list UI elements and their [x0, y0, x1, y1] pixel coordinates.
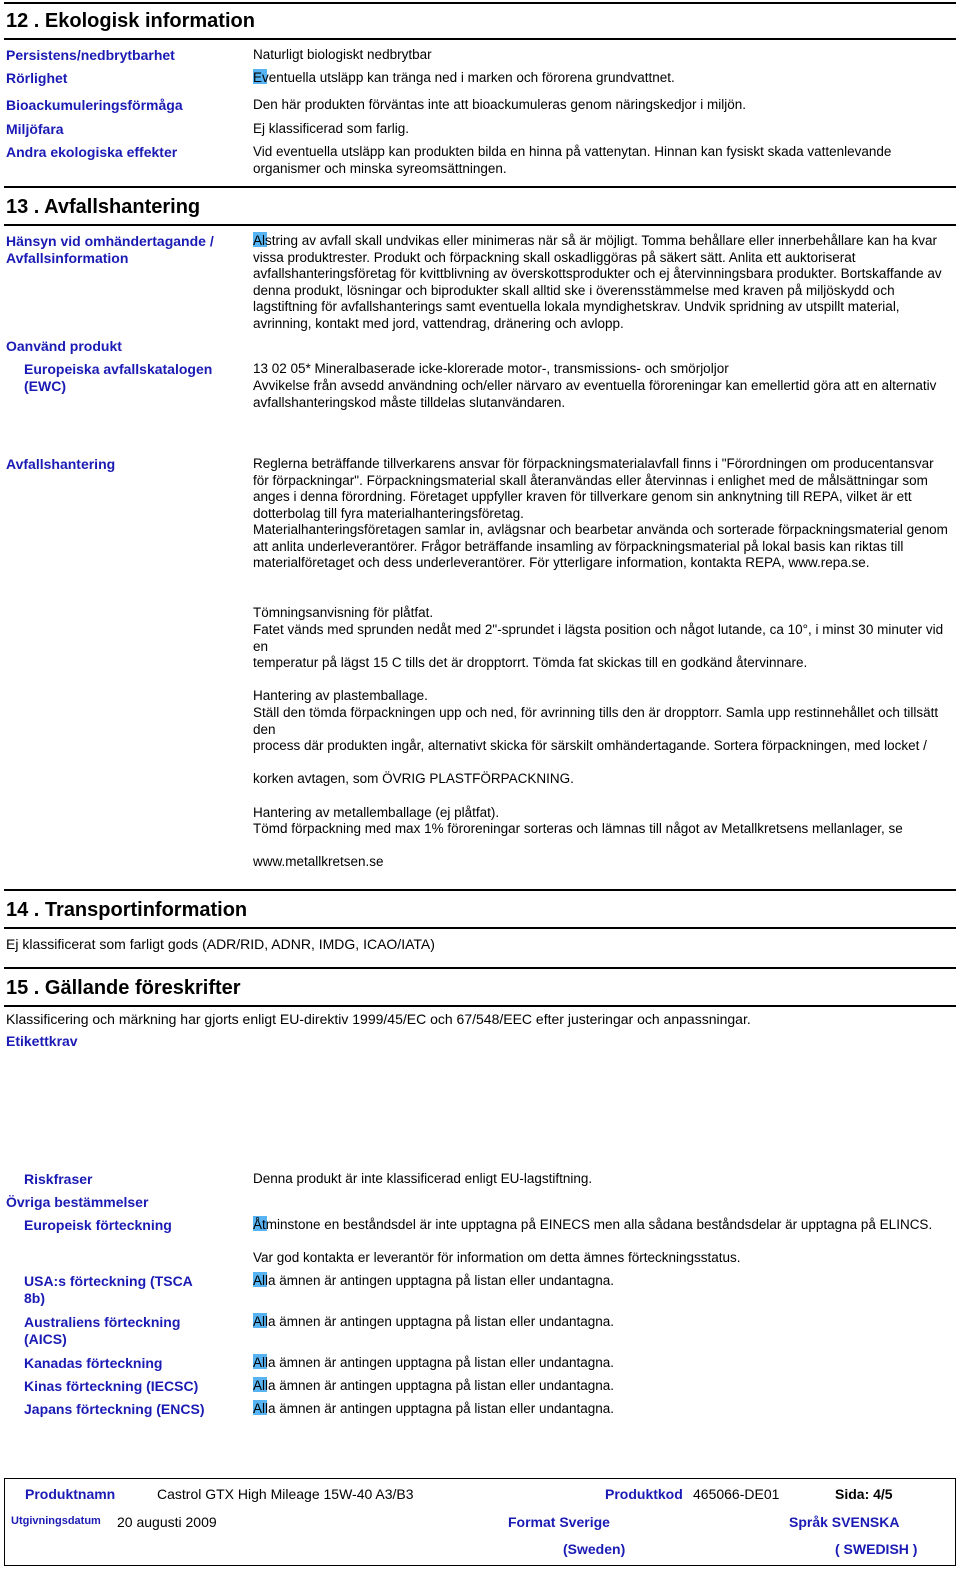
top-rule	[4, 2, 956, 4]
section-14-title: 14 . Transportinformation	[6, 899, 248, 921]
label-persistens: Persistens/nedbrytbarhet	[6, 47, 175, 63]
section-14-rule	[4, 927, 956, 929]
value-avfall-p1: Reglerna beträffande tillverkarens ansvar för förpackningsmaterialavfall finns i "Förordningen om producentansvar för förpackningar". Förpackningsmaterial skall återanvändas eller återvinnas i enlighet med de målsättningar som anges i denna förordning. Företaget uppfyller kraven för tillverkare genom sin anknytning till REPA, vilket är ett dotterbolag till fyra materialhanteringsföretag.	[253, 456, 934, 521]
value-miljofara: Ej klassificerad som farlig.	[253, 121, 410, 136]
section-15-title: 15 . Gällande föreskrifter	[6, 977, 241, 999]
footer-utgivningsdatum-label: Utgivningsdatum	[11, 1515, 101, 1527]
label-bioackumulering: Bioackumuleringsförmåga	[6, 97, 183, 113]
value-japan: Alla ämnen är antingen upptagna på listan eller undantagna.	[253, 1401, 615, 1416]
section-13-rule	[4, 224, 956, 226]
label-hansyn: Hänsyn vid omhändertagande / Avfallsinformation	[6, 233, 214, 266]
value-hansyn: Alstring av avfall skall undvikas eller minimeras när så är möjligt. Tomma behållare eller innerbehållare kan ha kvar vissa produktrester. Produkt och förpackning skall oskadliggöras på säkert sätt. Anlita ett auktoriserat avfallshanteringsföretag för kvittblivning av överskottsprodukter och ej återvinningsbara produkter. Bortskaffande av denna produkt, lösningar och biprodukter skall alltid ske i överensstämmelse med kraven på miljöskydd och lagstiftning för avfallshanterings samt eventuella lokala myndighetskrav. Undvik spridning av utspillt material, avrinning, kontakt med jord, vattendrag, dränering och avlopp.	[253, 233, 942, 331]
label-avfallshantering: Avfallshantering	[6, 456, 116, 472]
section-15-rule	[4, 1005, 956, 1007]
label-usa: USA:s förteckning (TSCA 8b)	[24, 1273, 193, 1306]
value-avfall-p12: www.metallkretsen.se	[253, 854, 384, 869]
value-rorlighet: Eventuella utsläpp kan tränga ned i marken och förorena grundvattnet.	[253, 70, 675, 85]
value-avfall-p3: Tömningsanvisning för plåtfat.	[253, 605, 434, 620]
value-europeisk-2: Var god kontakta er leverantör för information om detta ämnes förteckningsstatus.	[253, 1250, 741, 1265]
value-persistens: Naturligt biologiskt nedbrytbar	[253, 47, 432, 62]
value-andra-effekter: Vid eventuella utsläpp kan produkten bilda en hinna på vattenytan. Hinnan kan fysiskt skada vattenlevande organismer och minska syreomsättningen.	[253, 144, 892, 176]
label-europeisk: Europeisk förteckning	[24, 1217, 172, 1233]
label-kina: Kinas förteckning (IECSC)	[24, 1378, 199, 1394]
footer-produktkod-value: 465066-DE01	[693, 1486, 780, 1502]
value-avfall-p8: process där produkten ingår, alternativt skicka för särskilt omhändertagande. Sortera förpackningen, med locket /	[253, 738, 927, 753]
value-usa: Alla ämnen är antingen upptagna på listan eller undantagna.	[253, 1273, 615, 1288]
label-rorlighet: Rörlighet	[6, 70, 68, 86]
footer-sprak: Språk SVENSKA	[789, 1514, 900, 1530]
label-miljofara: Miljöfara	[6, 121, 64, 137]
label-ovriga: Övriga bestämmelser	[6, 1194, 149, 1210]
footer-produktkod-label: Produktkod	[605, 1486, 683, 1502]
value-kanada: Alla ämnen är antingen upptagna på listan eller undantagna.	[253, 1355, 615, 1370]
value-kina: Alla ämnen är antingen upptagna på listan eller undantagna.	[253, 1378, 615, 1393]
value-avfall-p7: Ställ den tömda förpackningen upp och ned, för avrinning tills den är dropptorr. Samla upp restinnehållet och tillsätt den	[253, 705, 939, 737]
footer-utgivningsdatum-value: 20 augusti 2009	[117, 1514, 217, 1530]
label-australien: Australiens förteckning (AICS)	[24, 1314, 181, 1347]
value-australien: Alla ämnen är antingen upptagna på listan eller undantagna.	[253, 1314, 615, 1329]
footer-sida: Sida: 4/5	[835, 1486, 893, 1502]
value-avfall-p5: temperatur på lägst 15 C tills det är dropptorrt. Tömda fat skickas till en godkänd återvinnare.	[253, 655, 808, 670]
value-avfall-p10: Hantering av metallemballage (ej plåtfat).	[253, 805, 500, 820]
label-japan: Japans förteckning (ENCS)	[24, 1401, 205, 1417]
section-13-top-rule	[4, 186, 956, 188]
value-riskfraser: Denna produkt är inte klassificerad enligt EU-lagstiftning.	[253, 1171, 593, 1186]
value-ewc-code: 13 02 05* Mineralbaserade icke-klorerade motor-, transmissions- och smörjoljor	[253, 361, 729, 376]
footer-format: Format Sverige	[508, 1514, 610, 1530]
section-12-rule	[4, 38, 956, 40]
section-15-text: Klassificering och märkning har gjorts enligt EU-direktiv 1999/45/EC och 67/548/EEC efter justeringar och anpassningar.	[6, 1011, 751, 1027]
label-andra-effekter: Andra ekologiska effekter	[6, 144, 178, 160]
value-avfall-p11: Tömd förpackning med max 1% föroreningar sorteras och lämnas till något av Metallkretsens mellanlager, se	[253, 821, 903, 836]
section-14-text: Ej klassificerat som farligt gods (ADR/RID, ADNR, IMDG, ICAO/IATA)	[6, 936, 435, 952]
label-kanada: Kanadas förteckning	[24, 1355, 163, 1371]
label-oanvand: Oanvänd produkt	[6, 338, 122, 354]
section-12-title: 12 . Ekologisk information	[6, 10, 255, 32]
value-avfall-p2: Materialhanteringsföretagen samlar in, avlägsnar och bearbetar använda och sorterade förpackningsmaterial genom att anlita underleverantörer. Frågor beträffande insamling av förpackningsmaterial på lokal basis kan riktas till materialföretaget och dess underleverantörer. För ytterligare information, kontakta REPA, www.repa.se.	[253, 522, 948, 571]
value-europeisk-1: Åtminstone en beståndsdel är inte upptagna på EINECS men alla sådana beståndsdelar är upptagna på ELINCS.	[253, 1217, 933, 1232]
value-bioackumulering: Den här produkten förväntas inte att bioackumuleras genom näringskedjor i miljön.	[253, 97, 747, 112]
footer	[4, 1478, 956, 1566]
footer-produktnamn-label: Produktnamn	[25, 1486, 116, 1502]
section-15-top-rule	[4, 967, 956, 969]
footer-produktnamn-value: Castrol GTX High Mileage 15W-40 A3/B3	[157, 1486, 414, 1502]
label-etikettkrav: Etikettkrav	[6, 1033, 78, 1049]
section-14-top-rule	[4, 889, 956, 891]
footer-format-sub: (Sweden)	[563, 1541, 626, 1557]
value-avfall-p6: Hantering av plastemballage.	[253, 688, 428, 703]
footer-sprak-sub: ( SWEDISH )	[835, 1541, 918, 1557]
value-avfall-p9: korken avtagen, som ÖVRIG PLASTFÖRPACKNING.	[253, 771, 574, 786]
section-13-title: 13 . Avfallshantering	[6, 196, 201, 218]
label-riskfraser: Riskfraser	[24, 1171, 93, 1187]
value-ewc-note: Avvikelse från avsedd användning och/eller närvaro av eventuella föroreningar kan emellertid göra att en alternativ avfallshanteringskod måste tilldelas slutanvändaren.	[253, 378, 937, 410]
label-ewc: Europeiska avfallskatalogen (EWC)	[24, 361, 213, 394]
value-avfall-p4: Fatet vänds med sprunden nedåt med 2"-sprundet i lägsta position och något lutande, ca 10°, i minst 30 minuter vid en	[253, 622, 944, 654]
